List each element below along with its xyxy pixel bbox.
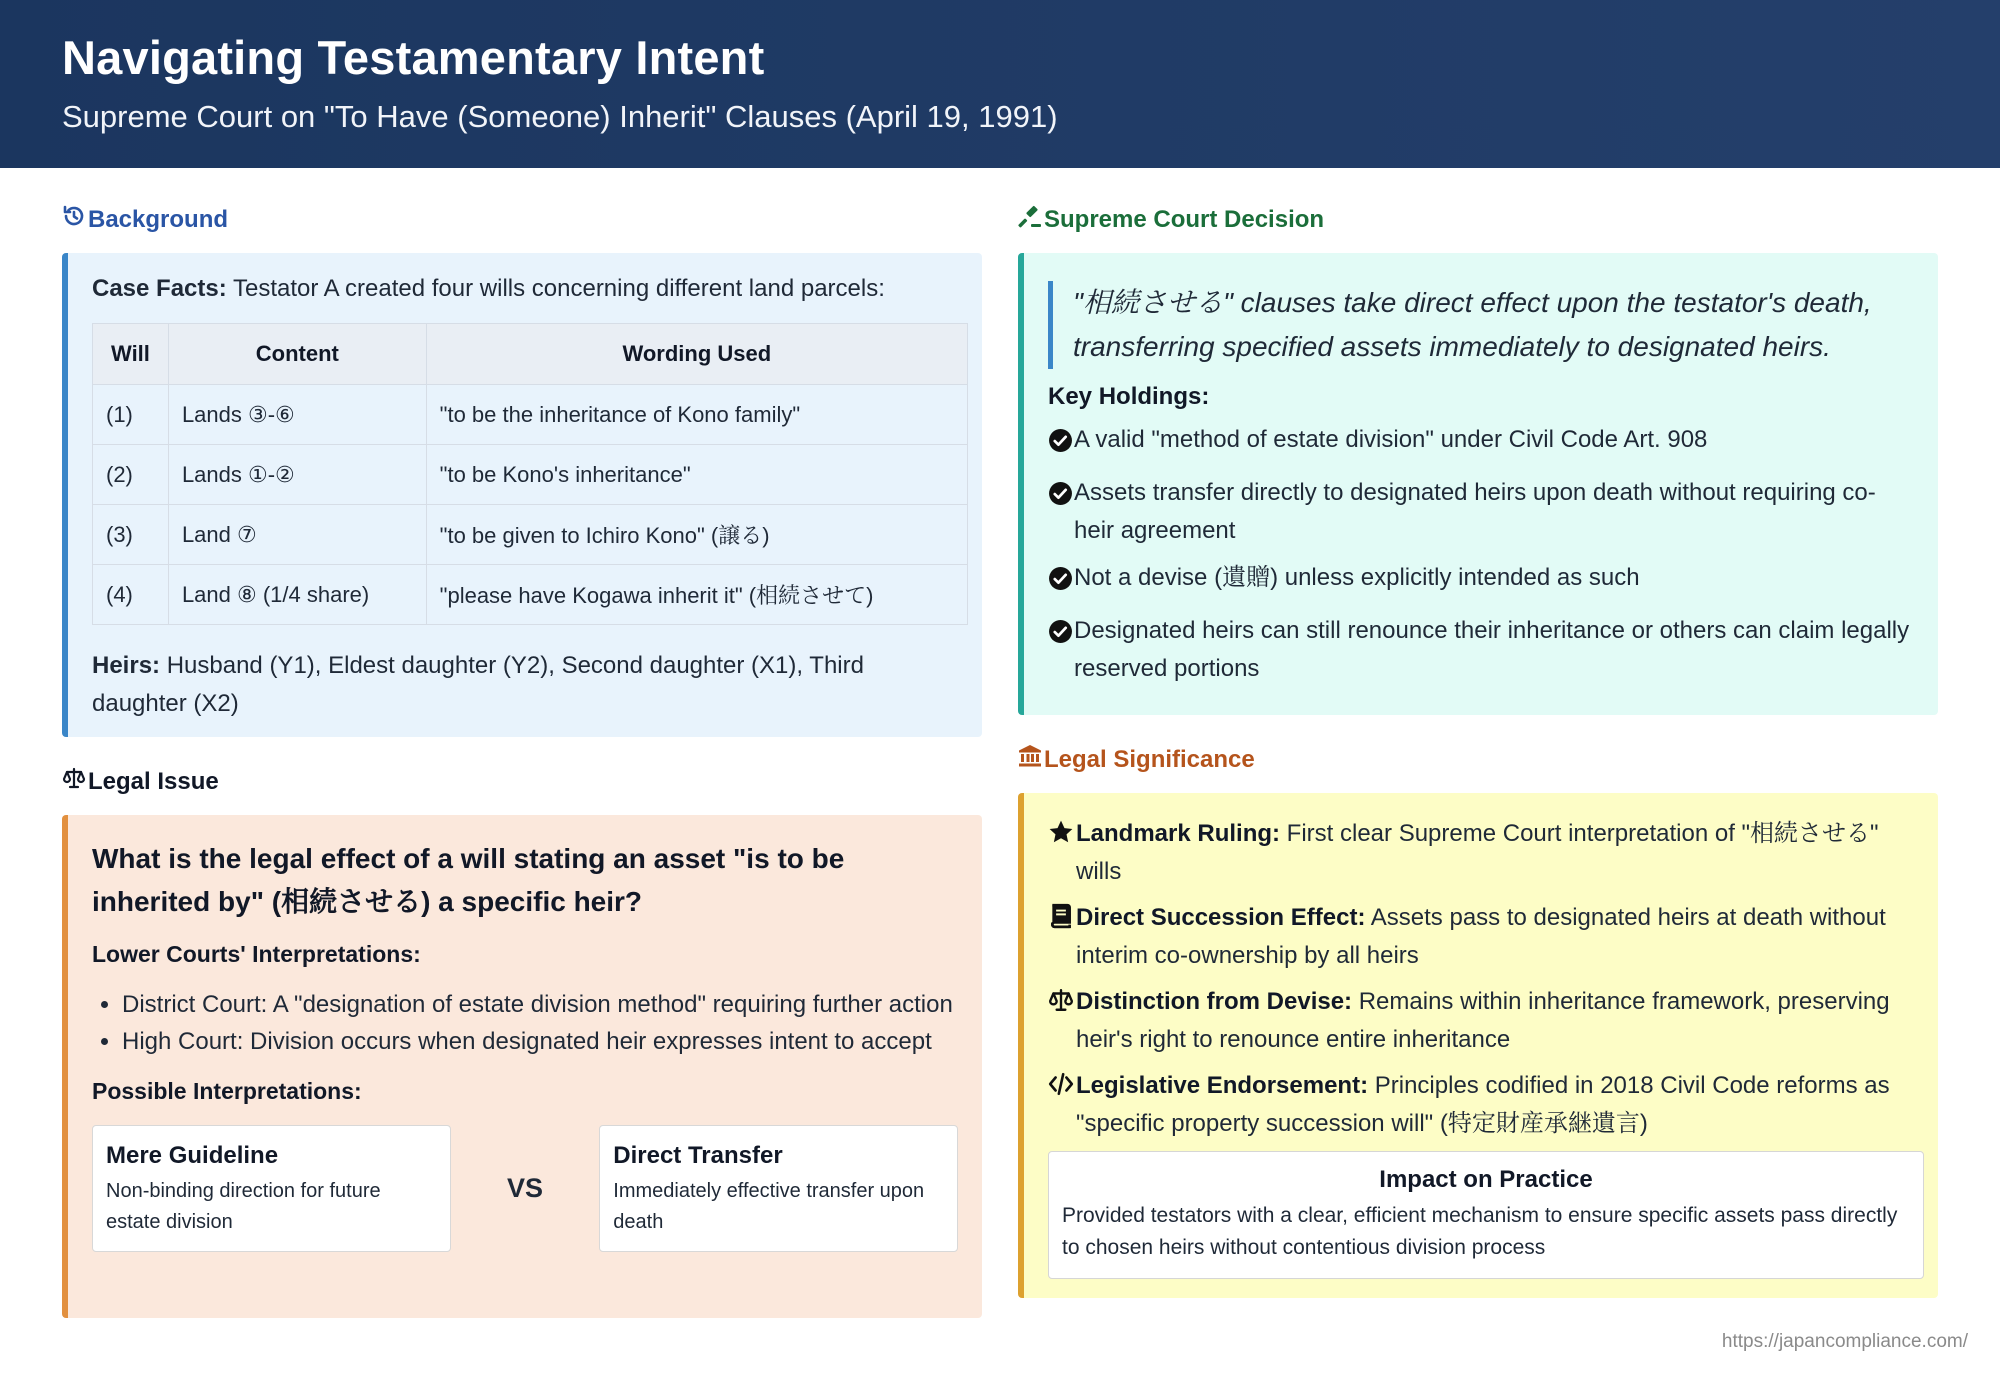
significance-list xyxy=(1048,815,1914,1143)
significance-heading-label: Legal Significance xyxy=(1044,745,1255,773)
check-circle-icon xyxy=(1048,559,1074,603)
page-title: Navigating Testamentary Intent xyxy=(62,31,765,84)
table-cell: "please have Kogawa inherit it" (相続させて) xyxy=(426,565,967,625)
background-card xyxy=(62,253,982,737)
background-heading-label: Background xyxy=(88,205,229,233)
gavel-icon xyxy=(1018,204,1042,235)
significance-label: Landmark Ruling: xyxy=(1076,820,1281,847)
legal-issue-heading xyxy=(62,766,219,797)
table-cell: "to be given to Ichiro Kono" (譲る) xyxy=(426,505,967,565)
list-item xyxy=(1048,983,1914,1059)
impact-on-practice-box xyxy=(1048,1151,1924,1279)
table-cell: (2) xyxy=(93,445,169,505)
decision-heading xyxy=(1018,204,1324,235)
decision-card xyxy=(1018,253,1938,715)
table-row xyxy=(93,505,968,565)
check-circle-icon xyxy=(1048,474,1074,550)
list-item xyxy=(1048,815,1914,891)
possible-interpretations-heading: Possible Interpretations: xyxy=(92,1078,362,1104)
table-row xyxy=(93,385,968,445)
significance-label: Direct Succession Effect: xyxy=(1076,904,1366,931)
impact-description: Provided testators with a clear, efficient mechanism to ensure specific assets pass directly to chosen heirs without contentious division process xyxy=(1062,1204,1898,1259)
case-facts xyxy=(92,275,958,303)
column-header-wording: Wording Used xyxy=(426,324,967,385)
code-icon xyxy=(1048,1067,1074,1143)
lower-courts-list xyxy=(92,986,958,1060)
check-circle-icon xyxy=(1048,612,1074,688)
landmark-icon xyxy=(1018,744,1042,775)
holding-text: Assets transfer directly to designated heirs upon death without requiring co-heir agreement xyxy=(1074,479,1876,544)
table-cell: Lands ①-② xyxy=(168,445,426,505)
table-cell: Land ⑧ (1/4 share) xyxy=(168,565,426,625)
significance-label: Distinction from Devise: xyxy=(1076,988,1353,1015)
list-item xyxy=(1048,899,1914,975)
significance-text xyxy=(1076,983,1914,1059)
column-header-will: Will xyxy=(93,324,169,385)
table-cell: "to be the inheritance of Kono family" xyxy=(426,385,967,445)
heirs xyxy=(92,647,912,723)
book-icon xyxy=(1048,899,1074,975)
significance-text xyxy=(1076,1067,1914,1143)
list-item xyxy=(1048,1067,1914,1143)
scale-icon xyxy=(62,766,86,797)
table-header-row xyxy=(93,324,968,385)
column-header-content: Content xyxy=(168,324,426,385)
case-facts-label: Case Facts: xyxy=(92,275,227,302)
page-header xyxy=(0,0,2000,168)
option-title: Direct Transfer xyxy=(613,1142,783,1169)
list-item: • High Court: Division occurs when designated heir expresses intent to accept xyxy=(122,1023,958,1060)
significance-desc: Remains within inheritance framework, preserving heir's right to renounce entire inheritance xyxy=(1076,988,1890,1053)
footer-url: https://japancompliance.com/ xyxy=(1721,1331,1968,1352)
interpretation-comparison xyxy=(92,1125,958,1252)
impact-title: Impact on Practice xyxy=(1379,1166,1593,1193)
wills-table xyxy=(92,323,968,625)
significance-card xyxy=(1018,793,1938,1298)
significance-heading xyxy=(1018,744,1255,775)
page-subtitle: Supreme Court on "To Have (Someone) Inherit" Clauses (April 19, 1991) xyxy=(62,99,1058,134)
significance-desc: First clear Supreme Court interpretation of "相続させる" wills xyxy=(1076,820,1879,885)
table-cell: (4) xyxy=(93,565,169,625)
decision-heading-label: Supreme Court Decision xyxy=(1044,205,1325,233)
holding-text: Not a devise (遺贈) unless explicitly intended as such xyxy=(1074,564,1640,591)
heirs-text: Husband (Y1), Eldest daughter (Y2), Second daughter (X1), Third daughter (X2) xyxy=(92,652,864,717)
scale-icon xyxy=(1048,983,1074,1059)
history-icon xyxy=(62,204,86,235)
table-cell: (1) xyxy=(93,385,169,445)
legal-question: What is the legal effect of a will stating an asset "is to be inherited by" (相続させる) a specific heir? xyxy=(92,843,845,917)
option-description: Immediately effective transfer upon death xyxy=(613,1180,925,1233)
table-cell: Lands ③-⑥ xyxy=(168,385,426,445)
table-cell: (3) xyxy=(93,505,169,565)
table-cell: Land ⑦ xyxy=(168,505,426,565)
significance-label: Legislative Endorsement: xyxy=(1076,1072,1369,1099)
significance-desc: Principles codified in 2018 Civil Code reforms as "specific property succession will" (特定財産承継遺言) xyxy=(1076,1072,1890,1137)
key-holdings-heading: Key Holdings: xyxy=(1048,383,1210,410)
legal-issue-heading-label: Legal Issue xyxy=(88,767,219,795)
table-row xyxy=(93,565,968,625)
list-item: • District Court: A "designation of estate division method" requiring further action xyxy=(122,986,958,1023)
table-row xyxy=(93,445,968,505)
list-item xyxy=(1048,421,1914,465)
list-item xyxy=(1048,559,1914,603)
heirs-label: Heirs: xyxy=(92,652,161,679)
significance-text xyxy=(1076,899,1914,975)
check-circle-icon xyxy=(1048,421,1074,465)
list-item xyxy=(1048,474,1914,550)
star-icon xyxy=(1048,815,1074,891)
option-title: Mere Guideline xyxy=(106,1142,279,1169)
significance-desc: Assets pass to designated heirs at death without interim co-ownership by all heirs xyxy=(1076,904,1886,969)
decision-quote: "相続させる" clauses take direct effect upon the testator's death, transferring specified assets immediately to designated heirs. xyxy=(1048,281,1914,369)
legal-issue-card xyxy=(62,815,982,1318)
direct-transfer-box xyxy=(599,1125,958,1252)
key-holdings-list xyxy=(1048,421,1914,688)
case-facts-text: Testator A created four wills concerning different land parcels: xyxy=(226,275,885,302)
list-item xyxy=(1048,612,1914,688)
holding-text: A valid "method of estate division" under Civil Code Art. 908 xyxy=(1074,426,1708,453)
lower-courts-heading: Lower Courts' Interpretations: xyxy=(92,941,421,967)
option-description: Non-binding direction for future estate division xyxy=(106,1180,381,1233)
mere-guideline-box xyxy=(92,1125,451,1252)
background-heading xyxy=(62,204,228,235)
holding-text: Designated heirs can still renounce their inheritance or others can claim legally reserved portions xyxy=(1074,617,1910,682)
vs-label: VS xyxy=(506,1173,544,1203)
table-cell: "to be Kono's inheritance" xyxy=(426,445,967,505)
significance-text xyxy=(1076,815,1914,891)
